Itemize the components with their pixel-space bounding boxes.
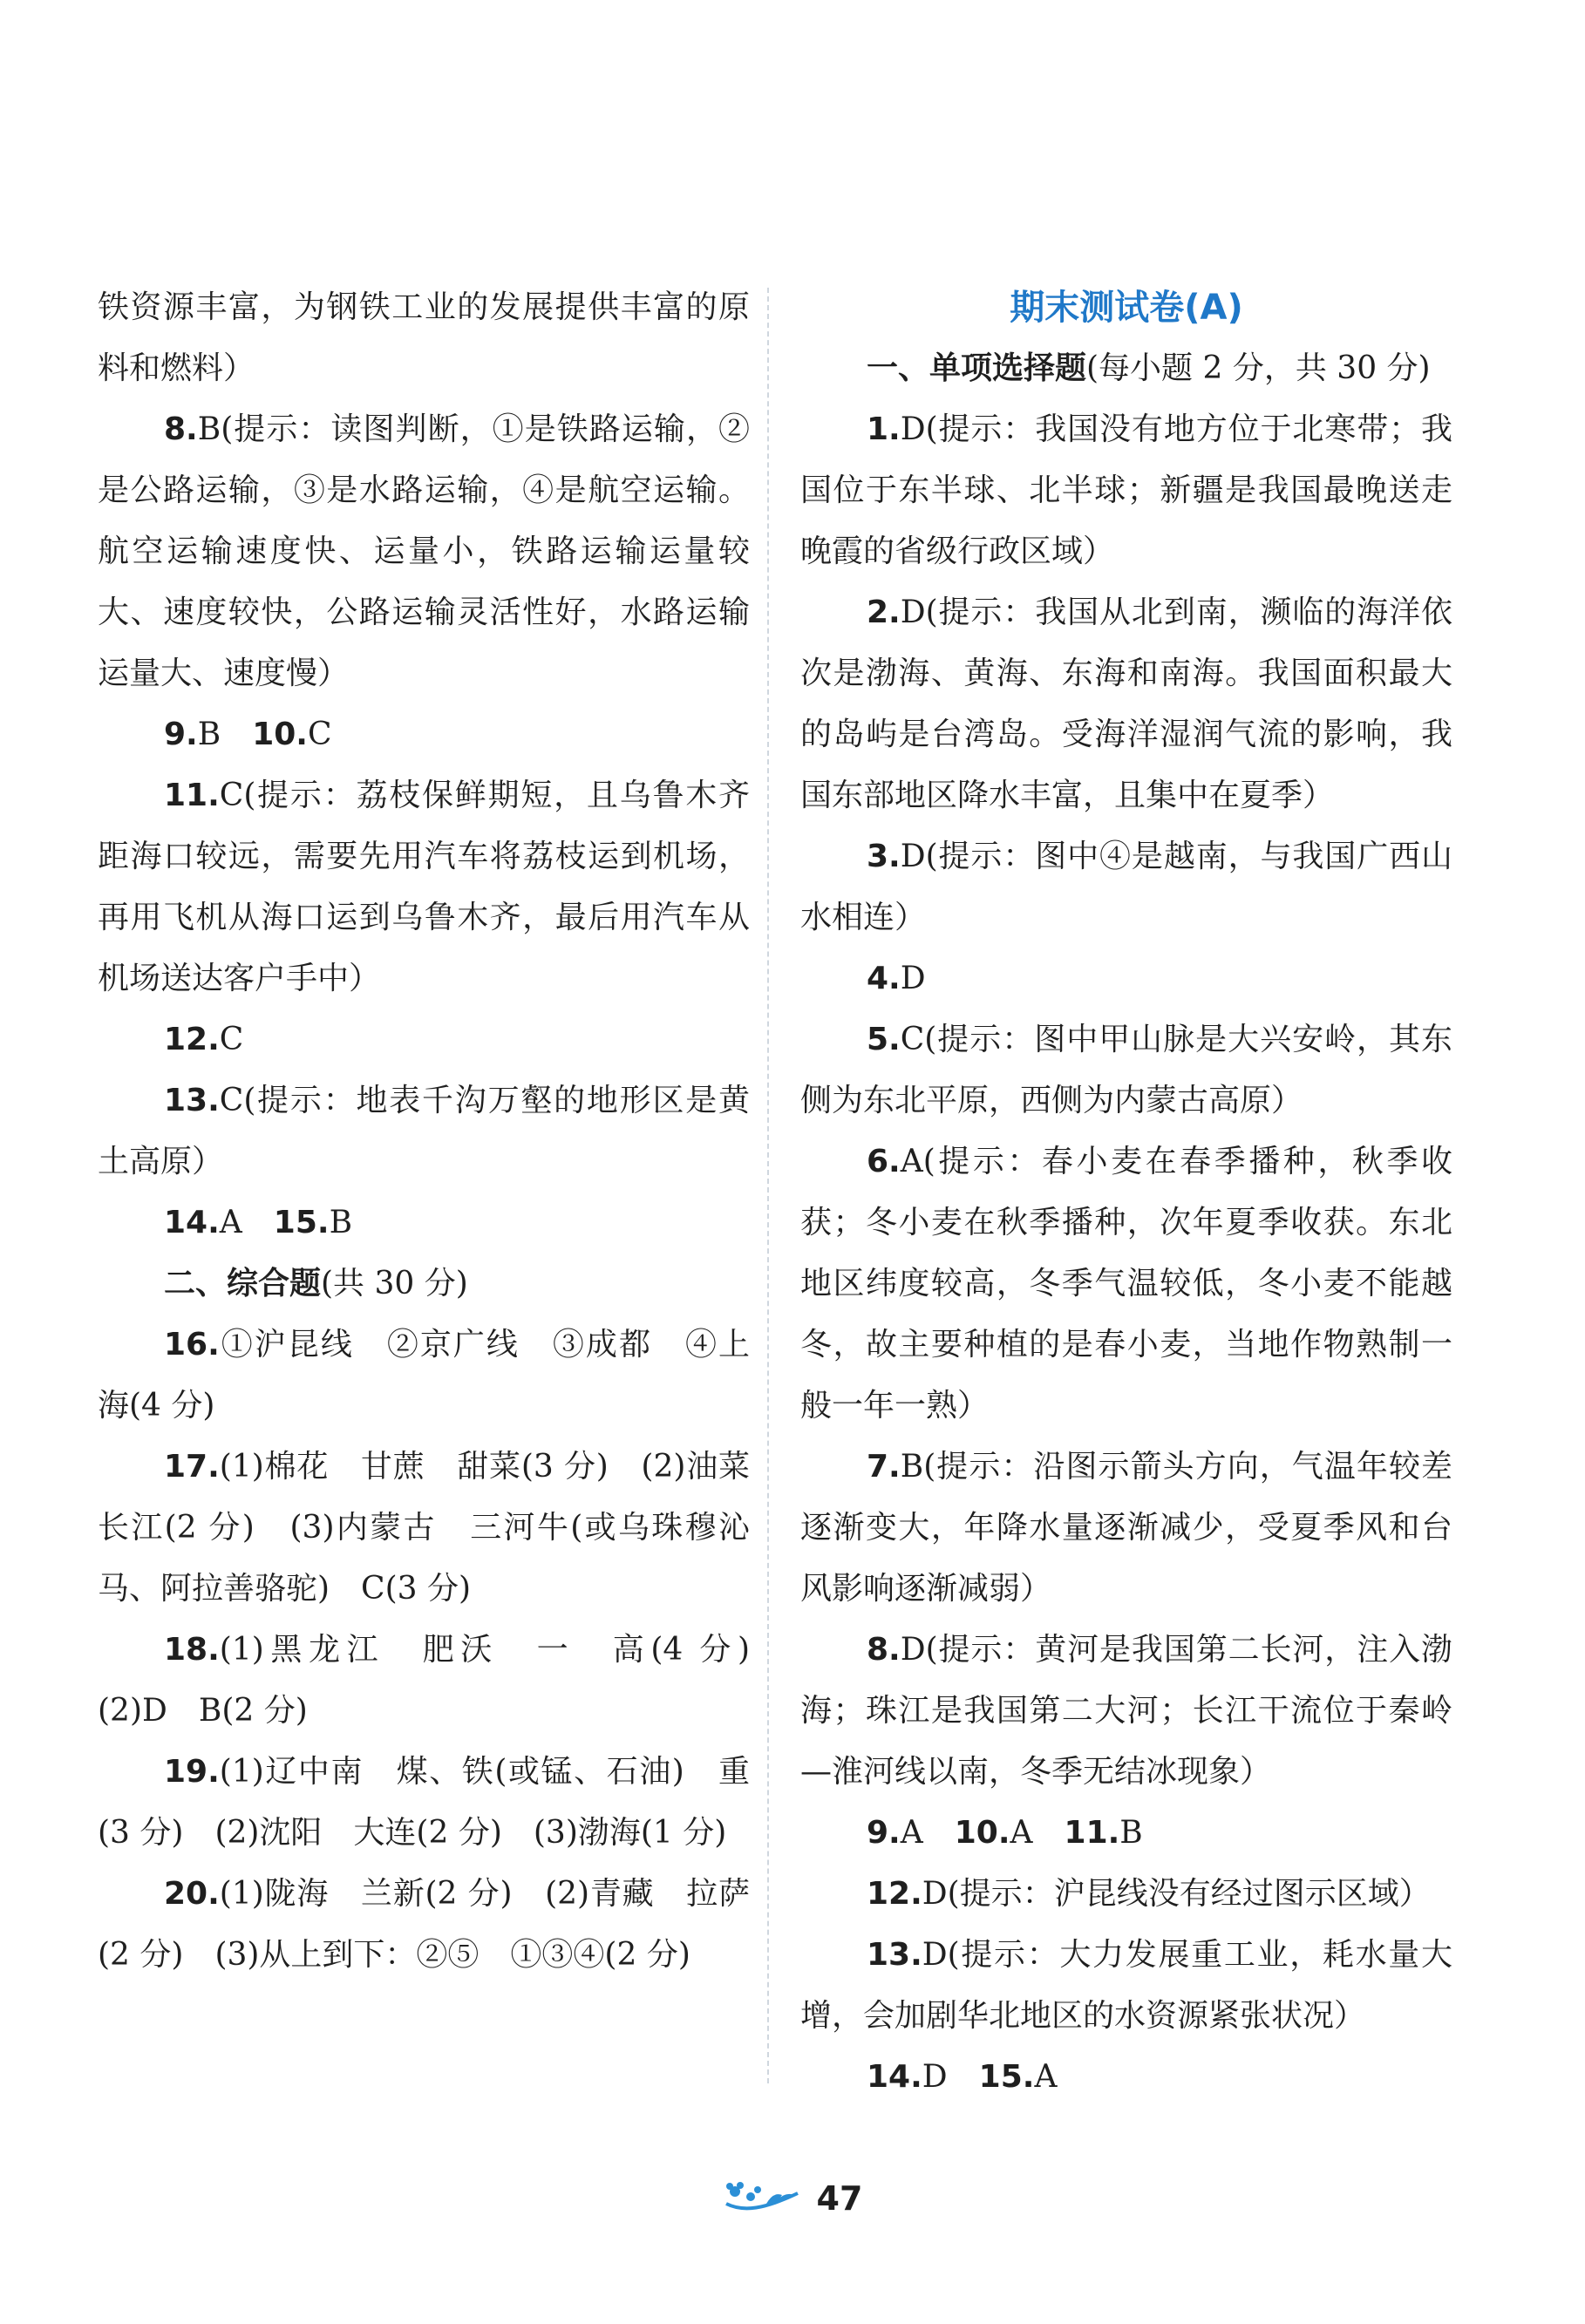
answer-item <box>98 1070 750 1193</box>
item-text: (共 30 分) <box>321 1266 468 1301</box>
answer-item <box>800 1864 1452 1925</box>
item-text: D <box>900 961 926 996</box>
item-text: ①沪昆线 ②京广线 ③成都 ④上海(4 分) <box>98 1327 750 1424</box>
flower-vine-icon <box>723 2178 801 2219</box>
item-number: 9. <box>867 1815 901 1851</box>
item-text: B <box>1119 1815 1143 1851</box>
answer-item <box>98 1437 782 1620</box>
item-text: D <box>922 2059 979 2095</box>
answer-item <box>800 1925 1452 2047</box>
answer-item <box>98 1864 750 1986</box>
item-text: D(提示：我国没有地方位于北寒带；我国位于东半球、北半球；新疆是我国最晚送走晚霞的省级行政区域） <box>800 411 1452 569</box>
page-footer <box>0 2178 1585 2219</box>
right-column <box>800 277 1452 2108</box>
item-text: B(提示：读图判断，①是铁路运输，②是公路运输，③是水路运输，④是航空运输。航空运输速度快、运量小，铁路运输运量较大、速度较快，公路运输灵活性好，水路运输运量大、速度慢） <box>98 411 750 691</box>
section-heading <box>98 1254 750 1315</box>
item-number: 10. <box>252 717 308 752</box>
item-text: A(提示：春小麦在春季播种，秋季收获；冬小麦在秋季播种，次年夏季收获。东北地区纬度较高，冬季气温较低，冬小麦不能越冬，故主要种植的是春小麦，当地作物熟制一般一年一熟） <box>800 1144 1452 1424</box>
section-heading <box>800 338 1452 399</box>
item-number: 15. <box>978 2059 1035 2095</box>
answer-item <box>800 826 1452 948</box>
item-number: 16. <box>164 1327 220 1362</box>
answer-item <box>800 1620 1452 1803</box>
item-number: 8. <box>164 411 198 447</box>
section-label: 二、综合题 <box>164 1266 322 1301</box>
item-number: 7. <box>867 1449 901 1485</box>
item-text: C(提示：荔枝保鲜期短，且乌鲁木齐距海口较远，需要先用汽车将荔枝运到机场，再用飞机从海口运到乌鲁木齐，最后用汽车从机场送达客户手中） <box>98 778 750 996</box>
item-text: (1)黑龙江 肥沃 一 高(4 分) (2)D B(2 分) <box>98 1632 782 1729</box>
item-number: 11. <box>1064 1815 1120 1851</box>
column-divider <box>767 288 769 2083</box>
item-number: 14. <box>867 2059 922 2095</box>
item-text: A <box>900 1815 955 1851</box>
item-number: 1. <box>867 411 901 447</box>
answer-item <box>98 1742 750 1864</box>
answer-item <box>800 1009 1452 1131</box>
item-number: 17. <box>164 1449 220 1485</box>
item-text: (1)辽中南 煤、铁(或锰、石油) 重(3 分) (2)沈阳 大连(2 分) (3)渤海(1 分) <box>98 1754 750 1851</box>
item-text: C <box>307 717 332 752</box>
answer-item <box>800 1437 1452 1620</box>
right-column-items <box>800 338 1452 2108</box>
answer-item <box>800 948 1452 1009</box>
item-number: 8. <box>867 1632 901 1668</box>
item-text: C(提示：地表千沟万壑的地形区是黄土高原） <box>98 1083 750 1179</box>
item-number: 4. <box>867 961 901 996</box>
item-number: 13. <box>867 1937 922 1973</box>
answer-item <box>800 1803 1452 1864</box>
answer-item <box>800 1131 1452 1437</box>
item-text: D(提示：沪昆线没有经过图示区域） <box>922 1876 1431 1912</box>
item-text: D(提示：我国从北到南，濒临的海洋依次是渤海、黄海、东海和南海。我国面积最大的岛屿是台湾岛。受海洋湿润气流的影响，我国东部地区降水丰富，且集中在夏季） <box>800 595 1452 813</box>
item-number: 10. <box>954 1815 1010 1851</box>
answer-item <box>98 1193 750 1254</box>
item-text: A <box>1010 1815 1065 1851</box>
answer-item <box>800 399 1452 582</box>
item-text: C <box>219 1022 244 1057</box>
item-number: 18. <box>164 1632 220 1668</box>
answer-item <box>98 1315 750 1437</box>
item-text: D(提示：大力发展重工业，耗水量大增，会加剧华北地区的水资源紧张状况） <box>800 1937 1452 2034</box>
exam-title: 期末测试卷(A) <box>1010 288 1243 328</box>
item-text: B(提示：沿图示箭头方向，气温年较差逐渐变大，年降水量逐渐减少，受夏季风和台风影响逐渐减弱） <box>800 1449 1452 1607</box>
item-number: 19. <box>164 1754 220 1790</box>
item-text: (1)棉花 甘蔗 甜菜(3 分) (2)油菜 长江(2 分) (3)内蒙古 三河牛(或乌珠穆沁马、阿拉善骆驼) C(3 分) <box>98 1449 782 1607</box>
answer-item <box>98 277 750 399</box>
item-text: 铁资源丰富，为钢铁工业的发展提供丰富的原料和燃料） <box>98 289 750 386</box>
answer-item <box>98 399 750 704</box>
item-number: 20. <box>164 1876 220 1912</box>
item-text: (1)陇海 兰新(2 分) (2)青藏 拉萨(2 分) (3)从上到下：②⑤ ①③④(2 分) <box>98 1876 750 1973</box>
answer-item <box>800 2047 1452 2108</box>
item-text: B <box>197 717 253 752</box>
item-number: 3. <box>867 839 901 874</box>
item-number: 6. <box>867 1144 901 1179</box>
item-number: 9. <box>164 717 198 752</box>
answer-item <box>98 1009 750 1070</box>
item-text: (每小题 2 分，共 30 分) <box>1086 350 1431 386</box>
page-number: 47 <box>816 2179 863 2218</box>
item-text: D(提示：黄河是我国第二长河，注入渤海；珠江是我国第二大河；长江干流位于秦岭—淮河线以南，冬季无结冰现象） <box>800 1632 1452 1790</box>
answer-item <box>98 765 750 1009</box>
item-text: A <box>219 1205 274 1240</box>
item-number: 5. <box>867 1022 901 1057</box>
item-text: C(提示：图中甲山脉是大兴安岭，其东侧为东北平原，西侧为内蒙古高原） <box>800 1022 1452 1118</box>
item-number: 11. <box>164 778 220 813</box>
section-label: 一、单项选择题 <box>867 350 1087 386</box>
item-number: 2. <box>867 595 901 630</box>
answer-item <box>98 1620 782 1742</box>
answer-item <box>98 704 750 765</box>
left-column <box>98 277 782 1986</box>
item-number: 12. <box>164 1022 220 1057</box>
item-text: D(提示：图中④是越南，与我国广西山水相连） <box>800 839 1452 935</box>
item-number: 13. <box>164 1083 220 1118</box>
item-number: 15. <box>273 1205 330 1240</box>
item-number: 14. <box>164 1205 220 1240</box>
item-text: B <box>329 1205 353 1240</box>
item-number: 12. <box>867 1876 922 1912</box>
answer-item <box>800 582 1452 826</box>
item-text: A <box>1034 2059 1058 2095</box>
